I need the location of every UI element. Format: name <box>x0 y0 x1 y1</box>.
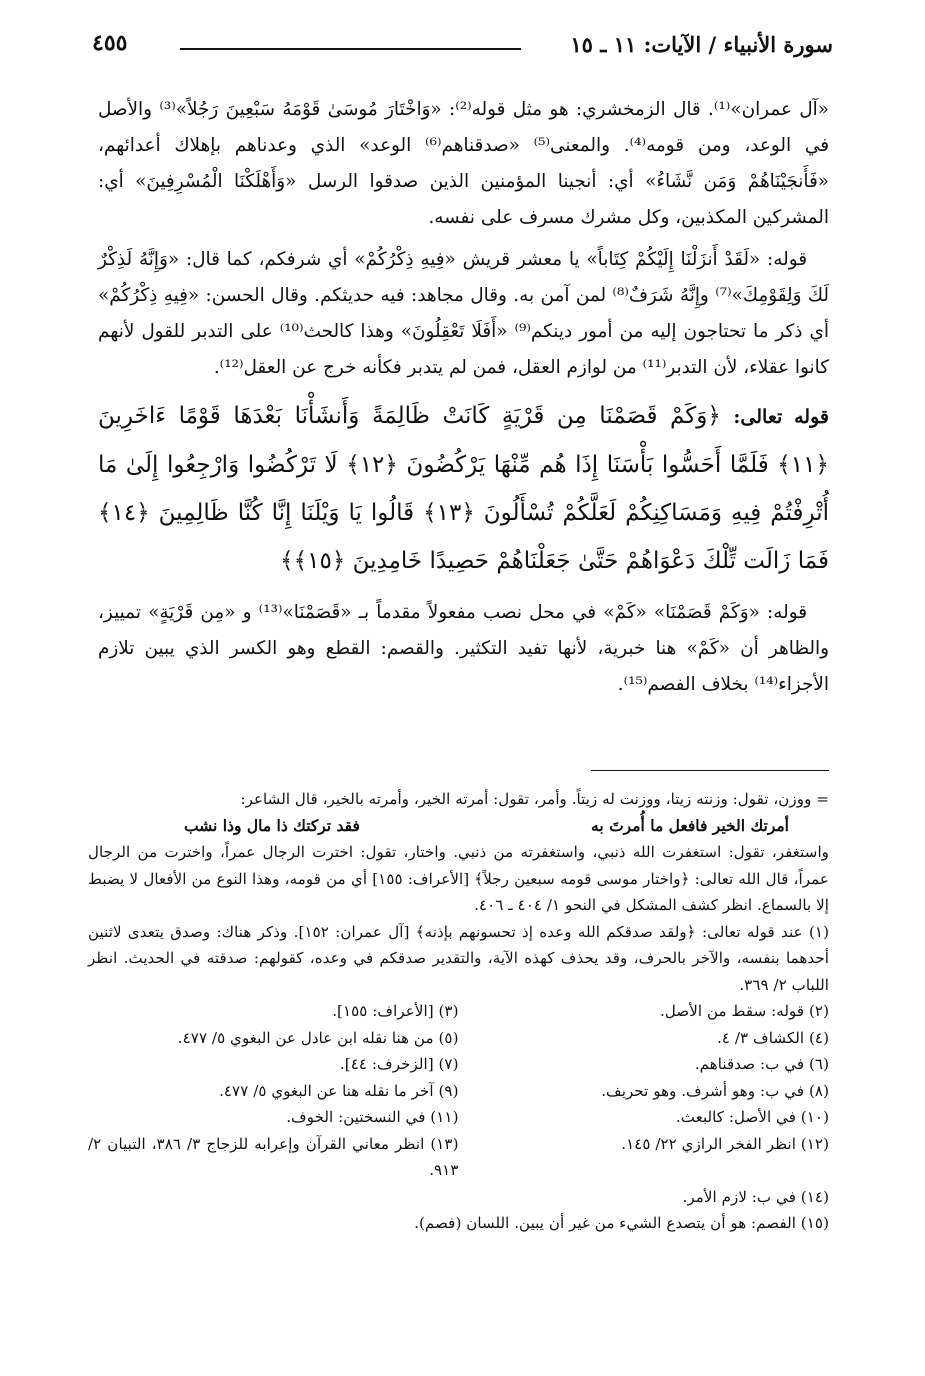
footnote-pair <box>88 1078 829 1105</box>
footnote: (١٥) الفصم: هو أن يتصدع الشيء من غير أن يبين. اللسان (فصم). <box>414 1214 829 1232</box>
footnote: (٨) في ب: وهو أشرف. وهو تحريف. <box>601 1081 829 1100</box>
paragraph: «آل عمران»⁽¹⁾. قال الزمخشري: هو مثل قوله⁽²⁾: «وَاخْتَارَ مُوسَىٰ قَوْمَهُ سَبْعِينَ رَجُلاً»⁽³⁾ والأصل في الوعد، ومن قومه⁽⁴⁾. والمعنى⁽⁵⁾ «صدقناهم⁽⁶⁾ الوعد» الذي وعدناهم بإهلاك أعدائهم، «فَأَنجَيْنَاهُمْ وَمَن نَّشَاءُ» أي: أنجينا المؤمنين الذين صدقوا الرسل «وَأَهْلَكْنَا الْمُسْرِفِينَ» أي: المشركين المكذبين، وكل مشرك مسرف على نفسه. <box>98 99 830 228</box>
footnote: (٦) في ب: صدقناهم. <box>694 1055 829 1073</box>
main-text <box>98 92 829 709</box>
poem-hemistich-right: أمرتك الخير فافعل ما أُمرتَ به <box>591 815 789 835</box>
header-rule <box>180 48 521 50</box>
footnotes <box>88 786 829 1237</box>
footnote: (٥) من هنا نقله ابن عادل عن البغوي ٥/ ٤٧٧. <box>177 1028 459 1047</box>
page-number: ٤٥٥ <box>92 30 128 56</box>
footnote-pair <box>88 998 829 1025</box>
footnote: (١٤) في ب: لازم الأمر. <box>682 1187 829 1206</box>
running-title: سورة الأنبياء / الآيات: ١١ ـ ١٥ <box>570 32 833 57</box>
quran-verse-block <box>98 392 829 585</box>
footnote: (١٢) انظر الفخر الرازي ٢٢/ ١٤٥. <box>621 1134 829 1153</box>
footnote: (١٠) في الأصل: كالبعث. <box>675 1108 829 1126</box>
footnote: (٧) [الزخرف: ٤٤]. <box>339 1055 459 1073</box>
footnote: (٤) الكشاف ٣/ ٤. <box>717 1028 829 1047</box>
paragraph: قوله: «لَقَدْ أَنزَلْنَا إِلَيْكُمْ كِتَاباً» يا معشر قريش «فِيهِ ذِكْرُكُمْ» أي شرفكم، كما قال: «وَإِنَّهُ لَذِكْرٌ لَكَ وَلِقَوْمِكَ»⁽⁷⁾ وإِنَّهُ شَرَفٌ⁽⁸⁾ لمن آمن به. وقال مجاهد: فيه حديثكم. وقال الحسن: «فِيهِ ذِكْرُكُمْ» أي ذكر ما تحتاجون إليه من أمور دينكم⁽⁹⁾ «أَفَلَا تَعْقِلُونَ» وهذا كالحث⁽¹⁰⁾ على التدبر للقول لأنهم كانوا عقلاء، لأن التدبر⁽¹¹⁾ من لوازم العقل، فمن لم يتدبر فكأنه خرج عن العقل⁽¹²⁾. <box>98 249 829 378</box>
paragraph: قوله: «وَكَمْ قَصَمْنَا» «كَمْ» في محل نصب مفعولاً مقدماً بـ «قَصَمْنَا»⁽¹³⁾ و «مِن قَرْيَةٍ» تمييز، والظاهر أن «كَمْ» هنا خبرية، لأنها تفيد التكثير. والقصم: القطع وهو الكسر الذي يبين تلازم الأجزاء⁽¹⁴⁾ بخلاف الفصم⁽¹⁵⁾. <box>98 602 829 695</box>
verse-lead: قوله تعالى: <box>733 406 829 428</box>
footnote: (١٣) انظر معاني القرآن وإعرابه للزجاج ٣/ ٣٨٦، التبيان ٢/ ٩١٣. <box>88 1134 459 1179</box>
verse-text: ﴿وَكَمْ قَصَمْنَا مِن قَرْيَةٍ كَانَتْ ظَالِمَةً وَأَنشَأْنَا بَعْدَهَا قَوْمًا ءَاخَرِينَ ﴿١١﴾ فَلَمَّا أَحَسُّوا بَأْسَنَا إِذَا هُم مِّنْهَا يَرْكُضُونَ ﴿١٢﴾ لَا تَرْكُضُوا وَارْجِعُوا إِلَىٰ مَا أُتْرِفْتُمْ فِيهِ وَمَسَاكِنِكُمْ لَعَلَّكُمْ تُسْأَلُونَ ﴿١٣﴾ قَالُوا يَا وَيْلَنَا إِنَّا كُنَّا ظَالِمِينَ ﴿١٤﴾ فَمَا زَالَت تِّلْكَ دَعْوَاهُمْ حَتَّىٰ جَعَلْنَاهُمْ حَصِيدًا خَامِدِينَ ﴿١٥﴾﴾ <box>98 403 829 574</box>
page-header <box>92 28 833 62</box>
footnote-separator <box>591 770 829 771</box>
footnote: (١١) في النسختين: الخوف. <box>286 1108 459 1126</box>
poem-verse <box>88 813 829 840</box>
footnote: (٩) آخر ما نقله هنا عن البغوي ٥/ ٤٧٧. <box>219 1081 459 1100</box>
footnote-pair <box>88 1051 829 1078</box>
footnote-carry-over: واستغفر، تقول: استغفرت الله ذنبي، واستغفرته من ذنبي. واختار، تقول: اخترت الرجال عمراً، واخترت من الرجال عمراً، قال الله تعالى: ﴿واختار موسى قومه سبعين رجلاً﴾ [الأعراف: ١٥٥] أي من قومه، وهذا النوع من الأفعال لا يضبط إلا بالسماع. انظر كشف المشكل في النحو ١/ ٤٠٤ ـ ٤٠٦. <box>88 843 829 914</box>
footnote: (٢) قوله: سقط من الأصل. <box>660 1002 829 1020</box>
poem-hemistich-left: فقد تركتك ذا مال وذا نشب <box>184 815 360 835</box>
footnote-pair <box>88 1131 829 1184</box>
footnote-carry-over: = ووزن، تقول: وزنته زيتا، ووزنت له زيتاً. وأمر، تقول: أمرته الخير، وأمرته بالخير، قال الشاعر: <box>240 790 829 808</box>
footnote: (١) عند قوله تعالى: ﴿ولقد صدقكم الله وعده إذ تحسونهم بإذنه﴾ [آل عمران: ١٥٢]. وذكر هناك: وصدق يتعدى لاثنين أحدهما بنفسه، والآخر بالحرف، وقد يحذف كهذه الآية، والتقدير صدقكم في وعده، كقولهم: صدقته في الحديث. انظر اللباب ٢/ ٣٦٩. <box>88 922 829 994</box>
footnote-pair <box>88 1104 829 1131</box>
footnote-pair <box>88 1025 829 1052</box>
footnote: (٣) [الأعراف: ١٥٥]. <box>332 1002 459 1020</box>
